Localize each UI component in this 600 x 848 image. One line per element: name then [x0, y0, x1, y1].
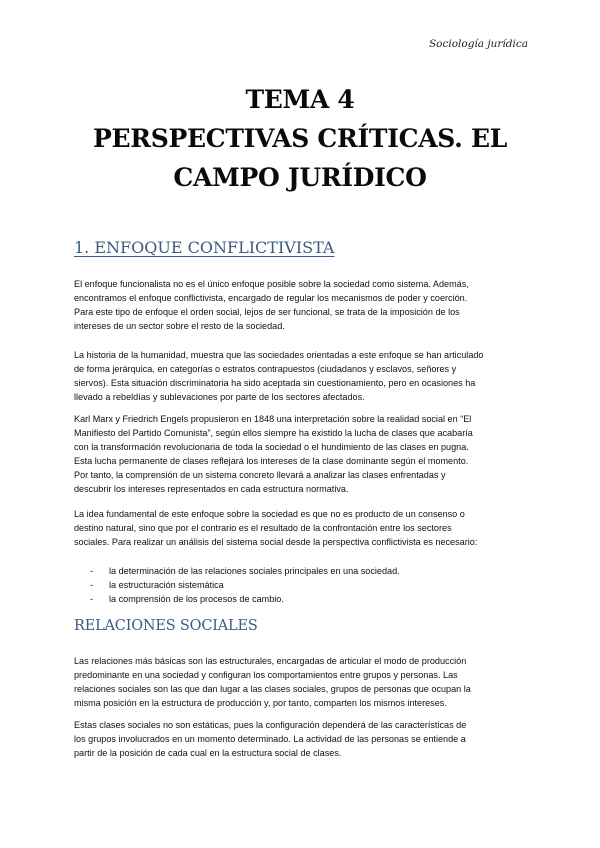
text-line: partir de la posición de cada cual en la estructura social de clases.: [74, 748, 342, 759]
text-line: descubrir los intereses representados en cada estructura normativa.: [74, 484, 349, 495]
text-line: Estas clases sociales no son estáticas, pues la configuración dependerá de las características de: [74, 720, 467, 730]
list-item: - la estructuración sistemática: [90, 578, 400, 592]
bullet-list: [90, 564, 400, 606]
paragraph: [74, 412, 529, 497]
text-line: llevado a rebeldías y sublevaciones por parte de los sectores afectados.: [74, 392, 365, 403]
text-line: El enfoque funcionalista no es el único enfoque posible sobre la sociedad como sistema. Además,: [74, 279, 469, 289]
text-line: La historia de la humanidad, muestra que las sociedades orientadas a este enfoque se han articulado: [74, 350, 484, 360]
list-item: - la determinación de las relaciones sociales principales en una sociedad.: [90, 564, 400, 578]
paragraph: [74, 654, 529, 710]
section-heading-relaciones-sociales: RELACIONES SOCIALES: [74, 618, 258, 634]
text-line: Karl Marx y Friedrich Engels propusieron en 1848 una interpretación sobre la realidad social en “El: [74, 414, 472, 424]
text-line: relaciones sociales son las que dan lugar a las clases sociales, grupos de personas que ocupan la: [74, 684, 471, 695]
paragraph: [74, 507, 529, 549]
text-line: Manifiesto del Partido Comunista”, según ellos siempre ha existido la lucha de clases que acabaría: [74, 428, 473, 439]
text-line: La idea fundamental de este enfoque sobre la sociedad es que no es producto de un consenso o: [74, 509, 465, 519]
paragraph: [74, 277, 529, 333]
text-line: Esta lucha permanente de clases reflejará los intereses de la clase dominante según el momento.: [74, 456, 469, 467]
text-line: los grupos involucrados en un momento determinado. La actividad de las personas se entiende a: [74, 734, 466, 745]
text-line: Por tanto, la comprensión de un sistema concreto llevará a analizar las clases enfrentadas y: [74, 470, 446, 481]
text-line: intereses de un sector sobre el resto de la sociedad.: [74, 321, 285, 332]
text-line: sociales. Para realizar un análisis del sistema social desde la perspectiva conflictivista es necesario:: [74, 537, 478, 548]
text-line: siervos). Esta situación discriminatoria ha sido aceptada sin cuestionamiento, pero en ocasiones ha: [74, 378, 476, 389]
text-line: destino natural, sino que por el contrario es el resultado de la confrontación entre los sectores: [74, 523, 452, 534]
list-item: - la comprensión de los procesos de cambio.: [90, 592, 400, 606]
running-header: Sociología jurídica: [428, 38, 528, 50]
text-line: encontramos el enfoque conflictivista, encargado de regular los mecanismos de poder y coerción.: [74, 293, 468, 304]
document-title: [60, 80, 540, 197]
paragraph: [74, 718, 529, 760]
text-line: Las relaciones más básicas son las estructurales, encargadas de articular el modo de producción: [74, 656, 467, 666]
text-line: predominante en una sociedad y configuran los comportamientos entre grupos y personas. Las: [74, 670, 458, 681]
text-line: de forma jerárquica, en categorías o estratos contrapuestos (ciudadanos y esclavos, señores y: [74, 364, 457, 375]
text-line: misma posición en la estructura de producción y, por tanto, comparten los mismos intereses.: [74, 698, 447, 709]
title-line: CAMPO JURÍDICO: [173, 163, 427, 192]
title-line: PERSPECTIVAS CRÍTICAS. EL: [92, 124, 507, 153]
text-line: con la transformación revolucionaria de toda la sociedad o el hundimiento de las clases en pugna.: [74, 442, 469, 453]
section-heading-enfoque-conflictivista: 1. ENFOQUE CONFLICTIVISTA: [74, 238, 335, 257]
text-line: Para este tipo de enfoque el orden social, lejos de ser funcional, se trata de la imposición de los: [74, 307, 460, 318]
title-line: TEMA 4: [245, 85, 355, 114]
paragraph: [74, 348, 529, 404]
